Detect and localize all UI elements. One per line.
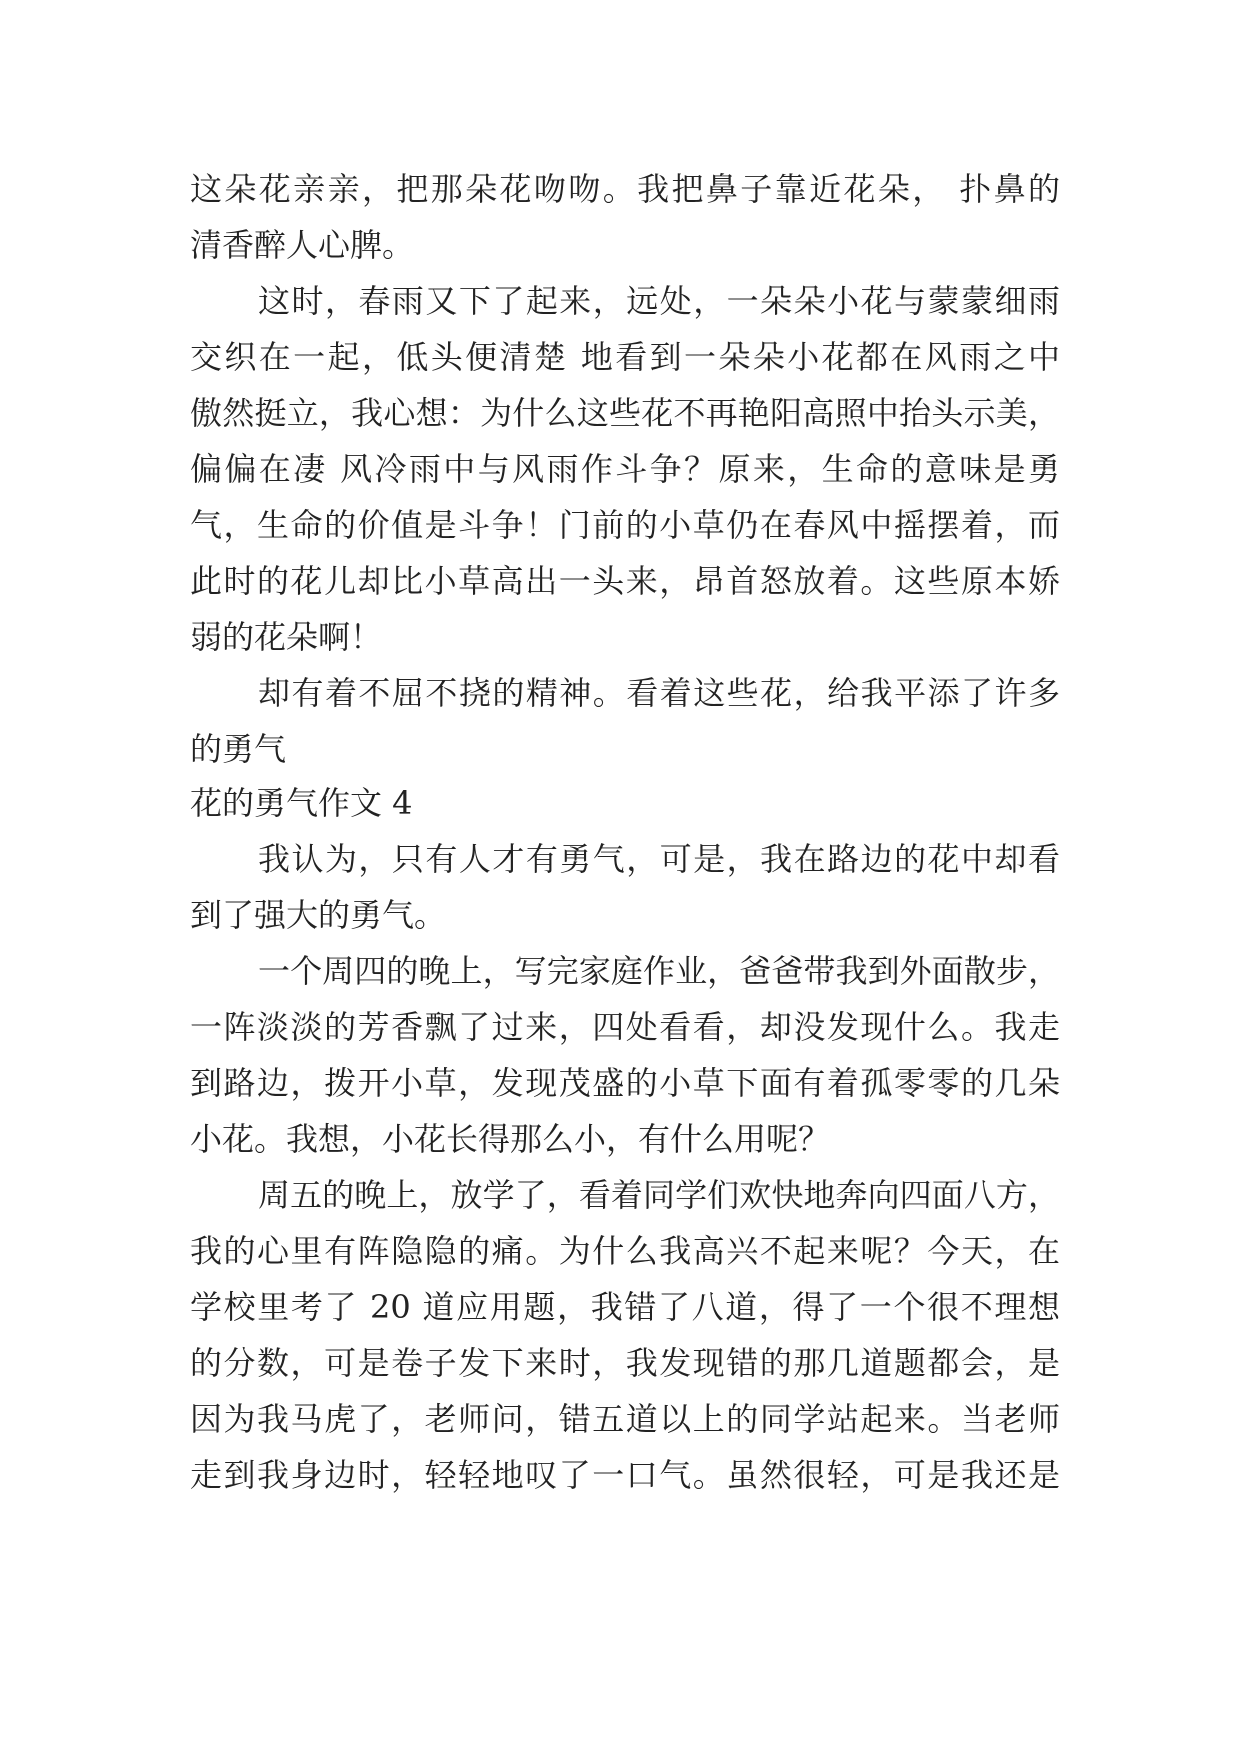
text-line: 到了强大的勇气。 xyxy=(190,896,447,934)
paragraph-first-line: 我认为，只有人才有勇气，可是，我在路边的花中却看 xyxy=(258,840,1060,878)
paragraph-first-line: 周五的晚上，放学了，看着同学们欢快地奔向四面八方， xyxy=(258,1176,1060,1214)
paragraph-first-line: 这时，春雨又下了起来，远处，一朵朵小花与蒙蒙细雨 xyxy=(258,282,1060,320)
text-line: 的分数，可是卷子发下来时，我发现错的那几道题都会，是 xyxy=(190,1344,1060,1382)
text-line: 走到我身边时，轻轻地叹了一口气。虽然很轻，可是我还是 xyxy=(190,1456,1060,1494)
paragraph-first-line: 一个周四的晚上，写完家庭作业，爸爸带我到外面散步， xyxy=(258,952,1060,990)
paragraph-first-line: 却有着不屈不挠的精神。看着这些花，给我平添了许多 xyxy=(258,674,1060,712)
text-line: 交织在一起，低头便清楚 地看到一朵朵小花都在风雨之中 xyxy=(190,338,1060,376)
text-line: 偏偏在凄 风冷雨中与风雨作斗争？原来，生命的意味是勇 xyxy=(190,450,1060,488)
text-line: 傲然挺立，我心想：为什么这些花不再艳阳高照中抬头示美， xyxy=(190,394,1060,432)
text-line: 因为我马虎了，老师问，错五道以上的同学站起来。当老师 xyxy=(190,1400,1060,1438)
text-line: 清香醉人心脾。 xyxy=(190,226,415,264)
text-line: 气，生命的价值是斗争！门前的小草仍在春风中摇摆着，而 xyxy=(190,506,1060,544)
text-line: 的勇气 xyxy=(190,730,287,768)
text-line: 学校里考了 20 道应用题，我错了八道，得了一个很不理想 xyxy=(190,1288,1060,1326)
text-line: 弱的花朵啊！ xyxy=(190,618,383,656)
text-line: 我的心里有阵隐隐的痛。为什么我高兴不起来呢？今天，在 xyxy=(190,1232,1060,1270)
text-line: 到路边，拨开小草，发现茂盛的小草下面有着孤零零的几朵 xyxy=(190,1064,1060,1102)
text-line: 此时的花儿却比小草高出一头来，昂首怒放着。这些原本娇 xyxy=(190,562,1060,600)
section-heading: 花的勇气作文 4 xyxy=(190,784,413,822)
text-line: 这朵花亲亲，把那朵花吻吻。我把鼻子靠近花朵， 扑鼻的 xyxy=(190,170,1060,208)
text-line: 一阵淡淡的芳香飘了过来，四处看看，却没发现什么。我走 xyxy=(190,1008,1060,1046)
text-line: 小花。我想，小花长得那么小，有什么用呢？ xyxy=(190,1120,831,1158)
